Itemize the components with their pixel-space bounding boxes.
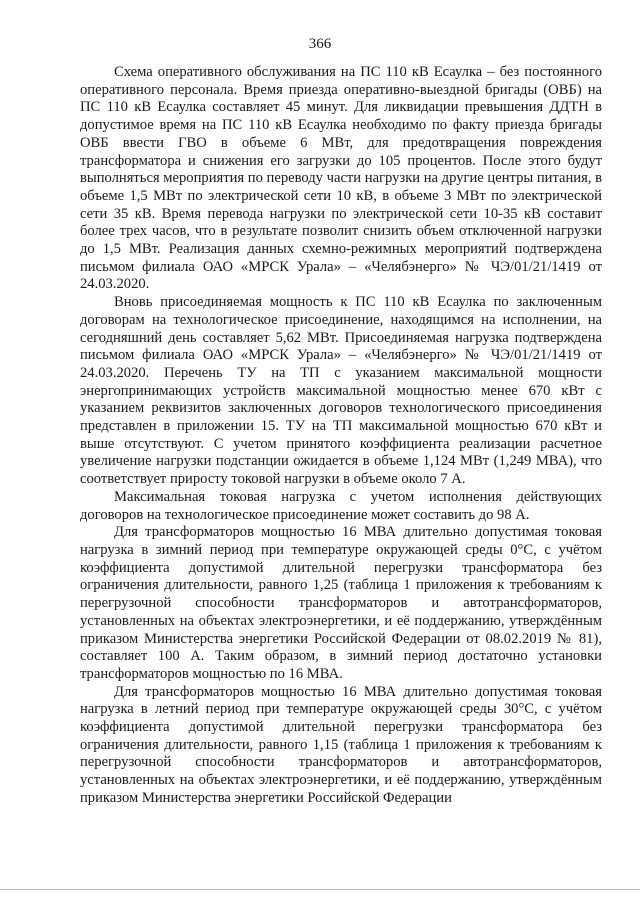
page-bottom-divider xyxy=(0,889,640,890)
document-body xyxy=(80,64,602,808)
paragraph-summer-period: Для трансформаторов мощностью 16 МВА длительно допустимая токовая нагрузка в летний период при температуре окружающей среды 30°С, с учётом коэффициента допустимой длительной перегрузки трансформатора без ограничения длительности, равного 1,15 (таблица 1 приложения к требованиям к перегрузочной способности трансформаторов и автотрансформаторов, установленных на объектах электроэнергетики, и её поддержанию, утверждённым приказом Министерства энергетики Российской Федерации xyxy=(80,683,602,806)
paragraph-operational-scheme: Схема оперативного обслуживания на ПС 110 кВ Есаулка – без постоянного оперативного персонала. Время приезда оперативно-выездной бригады (ОВБ) на ПС 110 кВ Есаулка составляет 45 минут. Для ликвидации превышения ДДТН в допустимое время на ПС 110 кВ Есаулка необходимо по факту приезда бригады ОВБ ввести ГВО в объеме 6 МВт, для предотвращения повреждения трансформатора и снижения его загрузки до 105 процентов. После этого будут выполняться мероприятия по переводу части нагрузки на другие центры питания, в объеме 1,5 МВт по электрической сети 10 кВ, в объеме 3 МВт по электрической сети 35 кВ. Время перевода нагрузки по электрической сети 10-35 кВ составит более трех часов, что в результате позволит снизить объем отключенной нагрузки до 1,5 МВт. Реализация данных схемно-режимных мероприятий подтверждена письмом филиала ОАО «МРСК Урала» – «Челябэнерго» № ЧЭ/01/21/1419 от 24.03.2020. xyxy=(80,64,603,293)
page-number: 366 xyxy=(308,36,332,52)
paragraph-winter-period: Для трансформаторов мощностью 16 МВА длительно допустимая токовая нагрузка в зимний период при температуре окружающей среды 0°С, с учётом коэффициента допустимой длительной перегрузки трансформатора без ограничения длительности, равного 1,25 (таблица 1 приложения к требованиям к перегрузочной способности трансформаторов и автотрансформаторов, установленных на объектах электроэнергетики, и её поддержанию, утверждённым приказом Министерства энергетики Российской Федерации от 08.02.2019 № 81), составляет 100 А. Таким образом, в зимний период достаточно установки трансформаторов мощностью по 16 МВА. xyxy=(80,524,602,682)
paragraph-connected-capacity: Вновь присоединяемая мощность к ПС 110 кВ Есаулка по заключенным договорам на технологическое присоединение, находящимся на исполнении, на сегодняшний день составляет 5,62 МВт. Присоединяемая нагрузка подтверждена письмом филиала ОАО «МРСК Урала» – «Челябэнерго» № ЧЭ/01/21/1419 от 24.03.2020. Перечень ТУ на ТП с указанием максимальной мощности энергопринимающих устройств максимальной мощностью менее 670 кВт с указанием реквизитов заключенных договоров технологического присоединения представлен в приложении 15. ТУ на ТП максимальной мощностью 670 кВт и выше отсутствуют. С учетом принятого коэффициента реализации расчетное увеличение нагрузки подстанции ожидается в объеме 1,124 МВт (1,249 МВА), что соответствует приросту токовой нагрузки в объеме около 7 А. xyxy=(80,294,602,488)
paragraph-max-current-load: Максимальная токовая нагрузка с учетом исполнения действующих договоров на технологическое присоединение может составить до 98 А. xyxy=(80,488,602,523)
